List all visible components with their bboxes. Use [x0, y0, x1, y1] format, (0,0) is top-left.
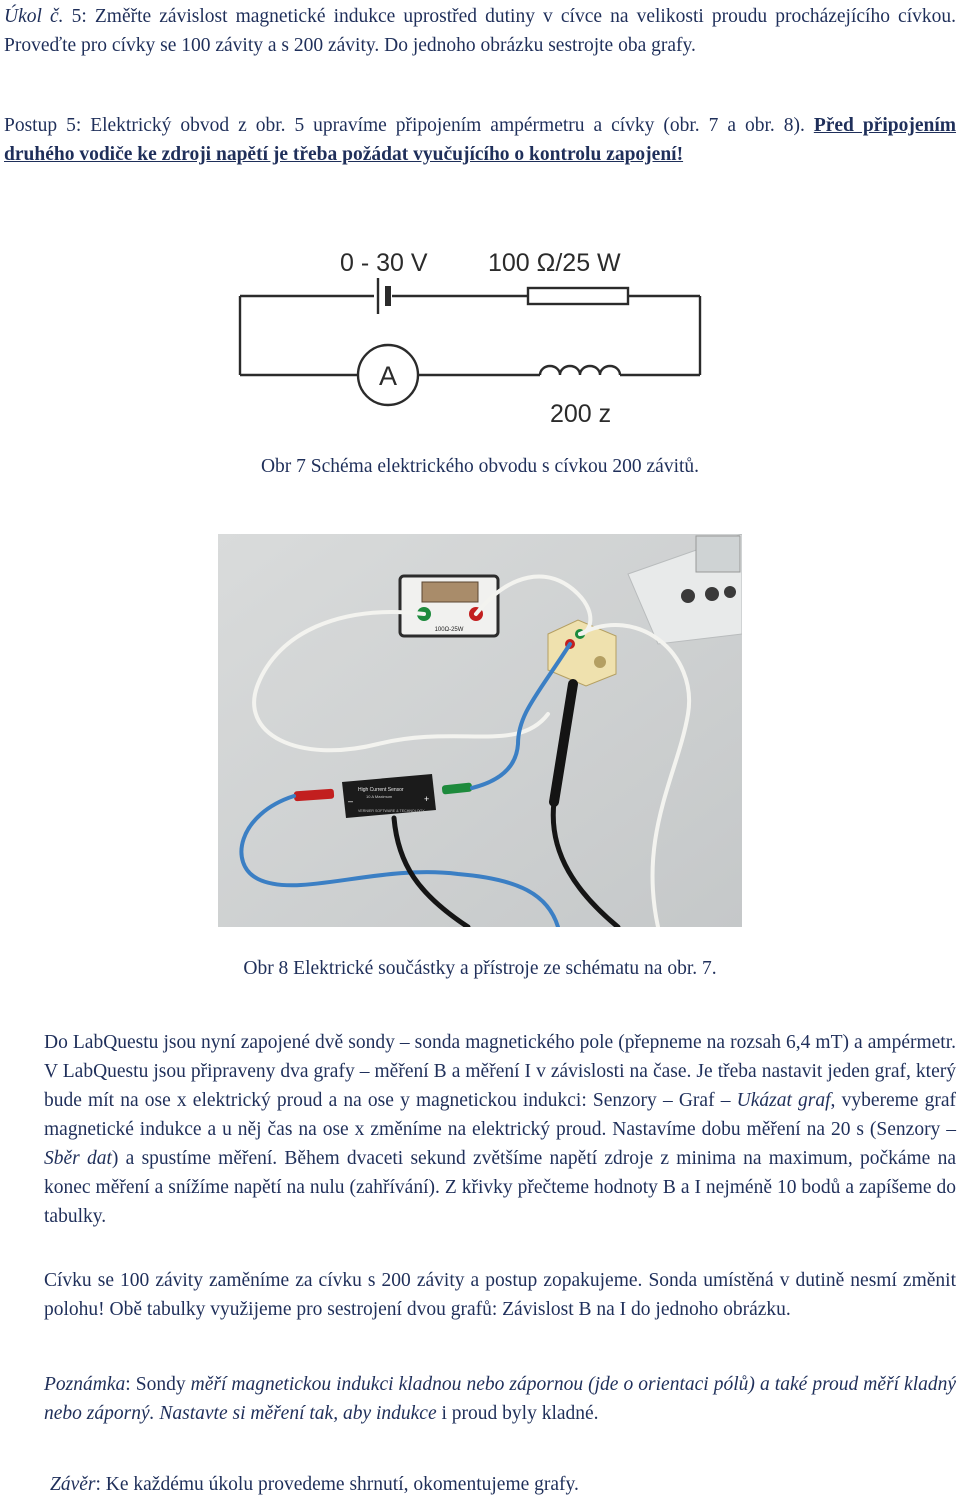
note-text-a: : Sondy: [125, 1374, 186, 1395]
note-text-b: měří magnetickou indukci kladnou nebo zápornou (jde o orientaci pólů) a: [190, 1374, 770, 1395]
note-paragraph: [44, 1370, 956, 1428]
labquest-show-graph: Ukázat graf: [736, 1090, 831, 1111]
task-paragraph: [4, 2, 956, 60]
note-label: Poznámka: [44, 1374, 126, 1395]
apparatus-photo: [218, 534, 742, 927]
circuit-schematic: [230, 238, 710, 433]
resistor-symbol: [528, 288, 628, 304]
resistor-label: 100 Ω/25 W: [488, 249, 621, 277]
sensor-plus: +: [424, 794, 430, 804]
labquest-text-2: , vybereme graf magnetické indukce a u něj čas na ose x změníme na elektrický proud. Nastavíme dobu měření na 20 s (Senzory –: [44, 1090, 956, 1140]
labquest-data-collection: Sběr dat: [44, 1148, 112, 1169]
sensor-minus: –: [348, 796, 354, 806]
conclusion-text: : Ke každému úkolu provedeme shrnutí, okomentujeme grafy.: [95, 1474, 579, 1495]
figure-7-caption: Obr 7 Schéma elektrického obvodu s cívkou 200 závitů.: [260, 456, 700, 477]
note-text-c: také proud měří kladný nebo záporný. Nastavte si měření tak, aby indukce: [44, 1374, 957, 1424]
sensor-brand: VERNIER SOFTWARE & TECHNOLOGY: [358, 809, 425, 813]
task-number: 5:: [71, 6, 87, 27]
task-label: Úkol č.: [4, 6, 64, 27]
ammeter-label: A: [378, 361, 398, 391]
sensor-subtitle: 10 A Maximum: [366, 794, 393, 799]
labquest-paragraph: [44, 1028, 956, 1231]
task-text: Změřte závislost magnetické indukce uprostřed dutiny v cívce na velikosti proudu procházejícího cívkou. Proveďte pro cívky se 100 závity a s 200 závity. Do jednoho obrázku sestrojte oba grafy.: [4, 6, 957, 56]
labquest-text-3: ) a spustíme měření. Během dvaceti sekund zvětšíme napětí zdroje z minima na maximum, počkáme na konec měření a snížíme napětí na nulu (zahřívání). Z křivky přečteme hodnoty B a I nejméně 10 bodů a zapíšeme do tabulky.: [44, 1148, 956, 1227]
resistor-box-label: 100Ω-25W: [434, 627, 464, 633]
sensor-title: High Current Sensor: [358, 787, 404, 793]
coil-swap-paragraph: Cívku se 100 závity zaměníme za cívku s 200 závity a postup zopakujeme. Sonda umístěná v dutině nesmí změnit polohu! Obě tabulky využijeme pro sestrojení dvou grafů: Závislost B na I do jednoho obrázku.: [44, 1270, 956, 1320]
procedure-paragraph: [4, 111, 956, 169]
note-text-d: i proud byly kladné.: [441, 1403, 599, 1424]
coil-label: 200 z: [550, 400, 612, 428]
conclusion-label: Závěr: [50, 1474, 96, 1495]
source-label: 0 - 30 V: [340, 249, 428, 277]
conclusion-paragraph: [50, 1470, 956, 1499]
coil-symbol: [540, 366, 620, 375]
labquest-text-1: Do LabQuestu jsou nyní zapojené dvě sondy – sonda magnetického pole (přepneme na rozsah 6,4 mT) a ampérmetr. V LabQuestu jsou připraveny dva grafy – měření B a měření I v závislosti na čase. Je třeba nastavit jeden graf, který bude mít na ose x elektrický proud a na ose y magnetickou indukci: Senzory – Graf –: [44, 1032, 956, 1111]
safety-warning: Před připojením druhého vodiče ke zdroji napětí je třeba požádat vyučujícího o kontrolu zapojení!: [4, 115, 957, 165]
figure-8-caption: Obr 8 Elektrické součástky a přístroje ze schématu na obr. 7.: [243, 958, 717, 979]
procedure-text: Postup 5: Elektrický obvod z obr. 5 upravíme připojením ampérmetru a cívky (obr. 7 a obr. 8).: [4, 115, 805, 136]
